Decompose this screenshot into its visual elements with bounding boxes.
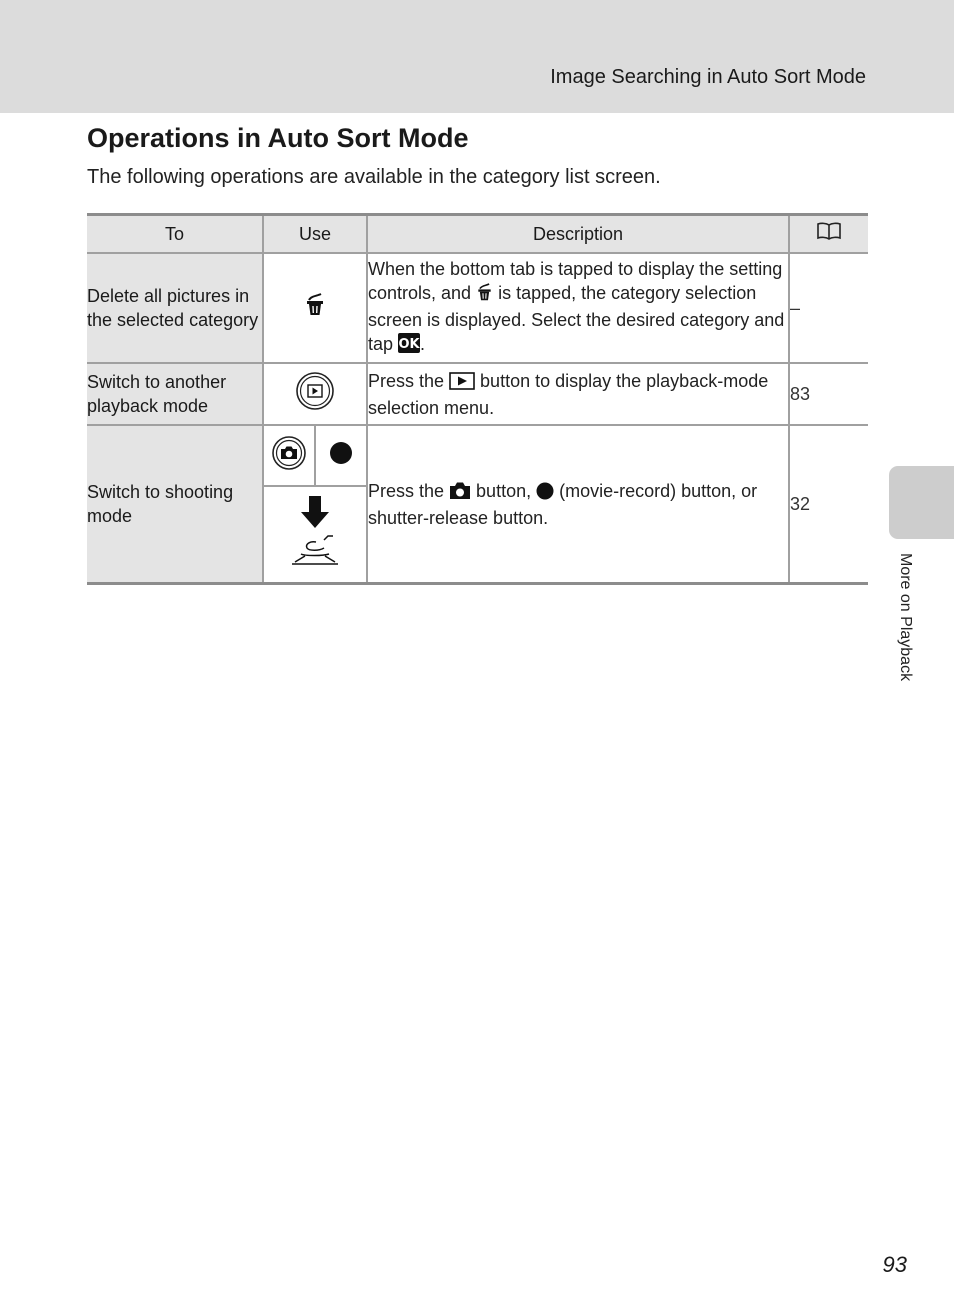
play-icon bbox=[449, 372, 475, 396]
table-row bbox=[87, 363, 868, 425]
table-row bbox=[87, 253, 868, 363]
movie-record-icon bbox=[329, 441, 353, 471]
side-tab-label: More on Playback bbox=[897, 553, 914, 682]
intro-text: The following operations are available in the category list screen. bbox=[87, 166, 661, 188]
description-text: button, bbox=[471, 480, 537, 501]
column-header-reference bbox=[789, 215, 868, 254]
page-number: 93 bbox=[882, 1252, 907, 1277]
book-icon bbox=[816, 221, 842, 247]
operations-table bbox=[87, 213, 868, 585]
header-band bbox=[0, 0, 954, 113]
section-title: Image Searching in Auto Sort Mode bbox=[550, 66, 866, 88]
use-cell bbox=[263, 425, 367, 584]
description-cell bbox=[367, 363, 789, 425]
table-header-row bbox=[87, 215, 868, 254]
to-cell: Switch to another playback mode bbox=[87, 363, 263, 425]
to-cell: Delete all pictures in the selected category bbox=[87, 253, 263, 363]
column-header-use: Use bbox=[263, 215, 367, 254]
trash-icon bbox=[304, 301, 326, 321]
trash-icon bbox=[476, 283, 493, 308]
record-dot-icon bbox=[536, 482, 554, 506]
svg-text:OK: OK bbox=[398, 337, 420, 352]
use-cell bbox=[263, 363, 367, 425]
reference-cell: 83 bbox=[789, 363, 868, 425]
shutter-release-icon bbox=[287, 494, 343, 576]
reference-cell: – bbox=[789, 253, 868, 363]
description-text: (movie-record) button, or shutter-release button. bbox=[368, 480, 758, 528]
camera-icon bbox=[449, 482, 471, 506]
description-text: . bbox=[420, 334, 426, 354]
ok-icon bbox=[398, 333, 420, 359]
table-row bbox=[87, 425, 868, 584]
description-text: is tapped, the category selection screen is displayed. Select the desired category and tap bbox=[368, 283, 785, 354]
side-tab bbox=[889, 466, 954, 539]
playback-button-icon bbox=[295, 395, 335, 415]
description-text: Press the bbox=[368, 370, 450, 391]
reference-cell: 32 bbox=[789, 425, 868, 584]
column-header-description: Description bbox=[367, 215, 789, 254]
description-text: button to display the playback-mode selection menu. bbox=[368, 370, 769, 418]
to-cell: Switch to shooting mode bbox=[87, 425, 263, 584]
description-text: When the bottom tab is tapped to display the setting controls, and bbox=[368, 259, 783, 303]
description-text: Press the bbox=[368, 480, 450, 501]
column-header-to: To bbox=[87, 215, 263, 254]
description-cell bbox=[367, 253, 789, 363]
camera-button-icon bbox=[271, 435, 307, 477]
description-cell bbox=[367, 425, 789, 584]
page-title: Operations in Auto Sort Mode bbox=[87, 123, 469, 153]
use-cell bbox=[263, 253, 367, 363]
